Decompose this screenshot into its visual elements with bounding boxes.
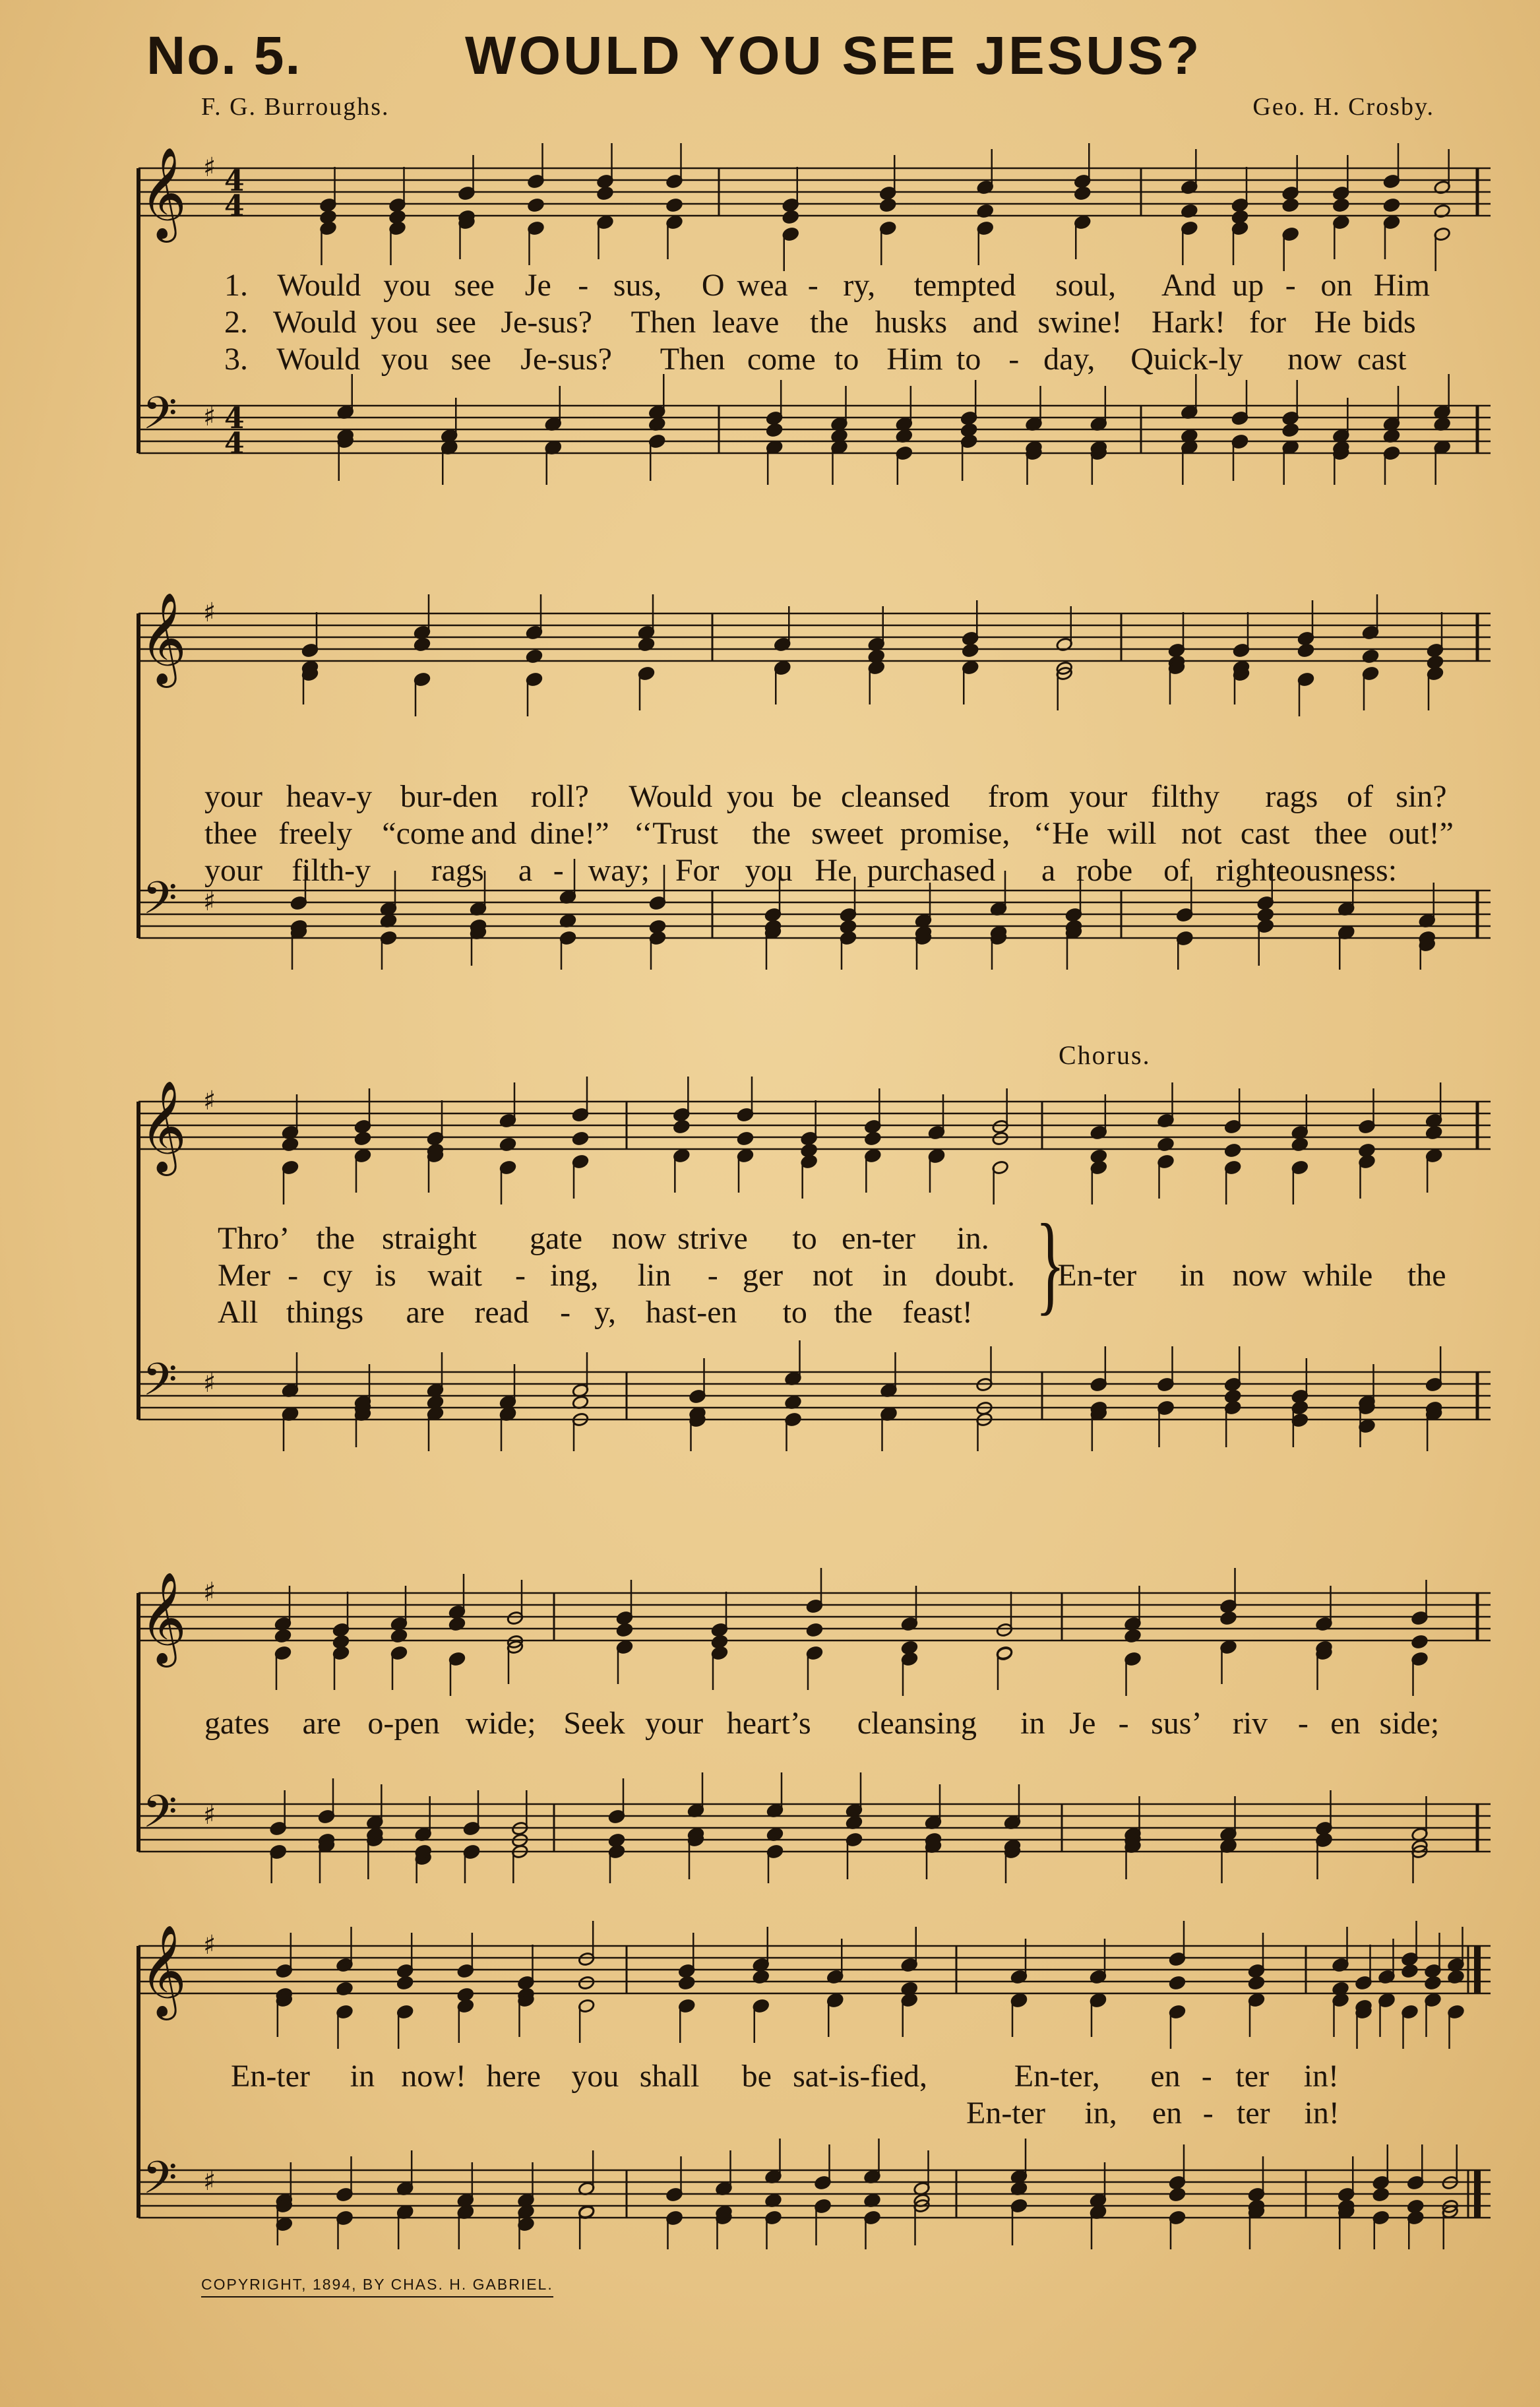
lyric-syllable: Je xyxy=(524,268,551,303)
lyric-syllable: shall xyxy=(639,2059,700,2094)
lyric-syllable: sin? xyxy=(1396,779,1447,814)
lyric-syllable: O xyxy=(701,268,725,303)
lyric-syllable: promise, xyxy=(900,816,1010,851)
lyric-syllable: the xyxy=(1407,1258,1446,1293)
lyric-syllable: Hark! xyxy=(1152,305,1225,340)
lyric-syllable: rags xyxy=(431,853,484,888)
lyric-syllable: ing, xyxy=(550,1258,599,1293)
lyric-syllable: purchased xyxy=(867,853,996,888)
lyric-syllable: bids xyxy=(1363,305,1416,340)
lyric-syllable: - xyxy=(553,853,564,888)
lyric-syllable: see xyxy=(450,342,491,377)
hymn-number: No. 5. xyxy=(146,26,302,86)
lyric-syllable: you xyxy=(726,779,774,814)
sharp-icon: ♯ xyxy=(203,1930,216,1960)
lyric-syllable: ry, xyxy=(843,268,876,303)
lyric-syllable: in, xyxy=(1084,2096,1117,2131)
lyric-syllable: your xyxy=(1069,779,1128,814)
lyric-syllable: rags xyxy=(1265,779,1318,814)
lyric-syllable: husks xyxy=(875,305,948,340)
lyric-syllable: Him xyxy=(1373,268,1431,303)
lyric-line xyxy=(125,1705,1497,1743)
composer-credit: Geo. H. Crosby. xyxy=(1252,93,1434,121)
lyric-syllable: All xyxy=(218,1295,259,1330)
treble-clef-icon: 𝄞 xyxy=(140,1080,187,1172)
lyric-syllable: hast-en xyxy=(645,1295,737,1330)
lyric-syllable: roll? xyxy=(530,779,589,814)
lyric-syllable: Mer xyxy=(218,1258,270,1293)
lyric-syllable: heart’s xyxy=(726,1706,811,1741)
bass-clef-icon: 𝄢 xyxy=(142,2152,177,2215)
svg-text:4: 4 xyxy=(224,189,245,223)
lyric-syllable: robe xyxy=(1076,853,1133,888)
lyric-syllable: - xyxy=(578,268,589,303)
lyric-syllable: soul, xyxy=(1055,268,1117,303)
verse-brace-icon: } xyxy=(1035,1201,1065,1325)
lyric-syllable: cast xyxy=(1357,342,1407,377)
lyric-syllable: Him xyxy=(886,342,943,377)
lyric-syllable: a xyxy=(1041,853,1056,888)
lyric-syllable: - xyxy=(1285,268,1296,303)
bass-staff xyxy=(139,1804,1491,1852)
lyric-syllable: Would xyxy=(276,342,361,377)
treble-staff xyxy=(139,613,1491,661)
lyric-syllable: cast xyxy=(1240,816,1290,851)
lyric-syllable: to xyxy=(782,1295,807,1330)
lyric-syllable: will xyxy=(1107,816,1157,851)
lyric-syllable: wait xyxy=(427,1258,482,1293)
sharp-icon: ♯ xyxy=(203,887,216,917)
lyric-syllable: wea xyxy=(737,268,788,303)
lyric-syllable: in xyxy=(1180,1258,1205,1293)
lyric-syllable: a xyxy=(518,853,533,888)
lyric-syllable: swine! xyxy=(1037,305,1123,340)
lyric-syllable: thee xyxy=(1314,816,1368,851)
lyric-syllable: en xyxy=(1150,2059,1181,2094)
sharp-icon: ♯ xyxy=(203,1800,216,1830)
lyric-syllable: Quick-ly xyxy=(1130,342,1243,377)
lyric-syllable: En-ter, xyxy=(1014,2059,1100,2094)
lyric-syllable: in xyxy=(1020,1706,1045,1741)
lyric-line xyxy=(125,267,1497,305)
lyric-syllable: the xyxy=(752,816,791,851)
lyric-syllable: leave xyxy=(712,305,780,340)
lyric-syllable: and xyxy=(470,816,517,851)
lyric-syllable: to xyxy=(834,342,859,377)
lyric-syllable: ter xyxy=(1237,2096,1270,2131)
lyric-syllable: - xyxy=(1118,1706,1129,1741)
treble-notes xyxy=(319,143,1450,271)
lyric-syllable: Would xyxy=(277,268,361,303)
lyric-syllable: “come xyxy=(382,816,465,851)
music-system-5 xyxy=(125,1906,1497,2276)
lyric-syllable: o-pen xyxy=(367,1706,440,1741)
lyric-syllable: en-ter xyxy=(842,1221,916,1256)
lyric-syllable: cy xyxy=(323,1258,353,1293)
lyric-syllable: - xyxy=(560,1295,571,1330)
music-system-1 xyxy=(125,122,1497,518)
lyric-syllable: bur-den xyxy=(400,779,499,814)
lyric-syllable: riv xyxy=(1232,1706,1268,1741)
lyric-syllable: to xyxy=(956,342,981,377)
lyric-syllable: is xyxy=(375,1258,396,1293)
bass-clef-icon: 𝄢 xyxy=(142,388,177,451)
bass-staff xyxy=(139,1372,1491,1420)
lyric-syllable: sus, xyxy=(613,268,662,303)
lyric-syllable: from xyxy=(987,779,1049,814)
bass-clef-icon: 𝄢 xyxy=(142,1354,177,1417)
lyric-syllable: of xyxy=(1347,779,1374,814)
lyric-syllable: here xyxy=(486,2059,541,2094)
lyric-syllable: you xyxy=(383,268,431,303)
lyric-syllable: dine!” xyxy=(530,816,609,851)
lyric-syllable: Would xyxy=(273,305,357,340)
sharp-icon: ♯ xyxy=(203,2166,216,2197)
lyric-syllable: in xyxy=(882,1258,908,1293)
lyric-syllable: 3. xyxy=(224,342,248,377)
lyric-syllable: en xyxy=(1152,2096,1183,2131)
lyric-line xyxy=(125,778,1497,817)
lyric-syllable: He xyxy=(815,853,852,888)
lyric-syllable: - xyxy=(1008,342,1020,377)
lyric-syllable: filthy xyxy=(1151,779,1220,814)
lyric-syllable: Would xyxy=(629,779,713,814)
bass-clef-icon: 𝄢 xyxy=(142,1786,177,1849)
copyright-notice: COPYRIGHT, 1894, BY CHAS. H. GABRIEL. xyxy=(201,2276,553,2298)
lyric-line xyxy=(125,2058,1497,2096)
lyric-syllable: Seek xyxy=(563,1706,625,1741)
lyric-syllable: En-ter xyxy=(966,2096,1045,2131)
svg-text:4: 4 xyxy=(224,164,245,198)
lyric-syllable: the xyxy=(316,1221,355,1256)
lyric-line xyxy=(125,1257,1497,1296)
lyric-syllable: y, xyxy=(594,1295,616,1330)
lyric-line xyxy=(125,341,1497,379)
lyric-syllable: in xyxy=(350,2059,375,2094)
treble-clef-icon: 𝄞 xyxy=(140,1572,187,1664)
music-system-2 xyxy=(125,580,1497,1003)
lyric-syllable: now! xyxy=(401,2059,466,2094)
sharp-icon: ♯ xyxy=(203,152,216,183)
bass-staff xyxy=(139,891,1491,938)
sharp-icon: ♯ xyxy=(203,1368,216,1398)
lyric-syllable: now xyxy=(1287,342,1342,377)
lyric-syllable: for xyxy=(1249,305,1286,340)
staff-graphics xyxy=(125,580,1497,970)
treble-time-signature xyxy=(224,164,245,223)
lyric-syllable: - xyxy=(707,1258,718,1293)
lyric-syllable: - xyxy=(1202,2096,1214,2131)
lyric-syllable: cleansed xyxy=(841,779,950,814)
lyric-syllable: ger xyxy=(742,1258,784,1293)
music-system-4 xyxy=(125,1553,1497,1923)
lyric-syllable: lin xyxy=(637,1258,671,1293)
lyric-syllable: Then xyxy=(631,305,696,340)
lyric-syllable: see xyxy=(435,305,476,340)
sharp-icon: ♯ xyxy=(203,1086,216,1116)
lyric-line xyxy=(125,304,1497,342)
lyric-syllable: En-ter xyxy=(231,2059,310,2094)
lyric-syllable: way; xyxy=(588,853,650,888)
lyric-line xyxy=(125,815,1497,854)
lyric-syllable: gate xyxy=(530,1221,582,1256)
lyric-line xyxy=(125,2095,1497,2133)
lyric-syllable: Then xyxy=(660,342,725,377)
lyric-syllable: and xyxy=(972,305,1018,340)
lyric-syllable: you xyxy=(381,342,429,377)
lyric-line xyxy=(125,1294,1497,1332)
lyric-syllable: of xyxy=(1163,853,1190,888)
lyric-syllable: your xyxy=(204,779,262,814)
lyric-syllable: the xyxy=(810,305,849,340)
lyric-syllable: are xyxy=(406,1295,445,1330)
treble-clef-icon: 𝄞 xyxy=(140,1925,187,2016)
lyric-syllable: you xyxy=(571,2059,619,2094)
lyric-syllable: things xyxy=(286,1295,364,1330)
lyric-syllable: ‘‘Trust xyxy=(633,816,718,851)
lyric-syllable: not xyxy=(812,1258,853,1293)
lyric-syllable: your xyxy=(645,1706,704,1741)
sharp-icon: ♯ xyxy=(203,402,216,432)
lyric-syllable: 2. xyxy=(224,305,248,340)
chorus-label: Chorus. xyxy=(1059,1040,1151,1070)
lyric-syllable: righteousness: xyxy=(1216,853,1398,888)
lyric-syllable: Thro’ xyxy=(218,1221,290,1256)
lyric-syllable: - xyxy=(514,1258,526,1293)
lyric-syllable: now xyxy=(1232,1258,1287,1293)
lyric-syllable: He xyxy=(1314,305,1351,340)
lyric-syllable: read xyxy=(474,1295,529,1330)
bass-time-signature xyxy=(224,402,245,460)
lyric-syllable: doubt. xyxy=(935,1258,1015,1293)
lyric-syllable: be xyxy=(791,779,822,814)
lyric-line xyxy=(125,852,1497,891)
lyric-syllable: Je-sus? xyxy=(501,305,592,340)
lyric-syllable: 1. xyxy=(224,268,248,303)
treble-clef-icon: 𝄞 xyxy=(140,147,187,239)
lyric-syllable: in. xyxy=(956,1221,989,1256)
lyric-syllable: now xyxy=(611,1221,667,1256)
lyric-syllable: up xyxy=(1232,268,1264,303)
sharp-icon: ♯ xyxy=(203,1577,216,1608)
treble-notes xyxy=(282,1077,1442,1204)
lyric-syllable: Je xyxy=(1069,1706,1096,1741)
lyric-syllable: sus’ xyxy=(1151,1706,1202,1741)
bass-clef-icon: 𝄢 xyxy=(142,873,177,935)
lyric-syllable: - xyxy=(288,1258,299,1293)
lyric-syllable: in! xyxy=(1303,2059,1340,2094)
lyric-syllable: ‘‘He xyxy=(1033,816,1090,851)
lyric-syllable: on xyxy=(1320,268,1353,303)
lyric-syllable: freely xyxy=(278,816,353,851)
lyric-syllable: you xyxy=(371,305,418,340)
lyric-syllable: thee xyxy=(204,816,257,851)
treble-clef-icon: 𝄞 xyxy=(140,592,187,684)
lyric-syllable: For xyxy=(675,853,720,888)
lyric-syllable: feast! xyxy=(902,1295,973,1330)
music-system-3 xyxy=(125,1069,1497,1478)
lyric-syllable: - xyxy=(807,268,818,303)
lyric-syllable: out!” xyxy=(1388,816,1454,851)
lyric-syllable: come xyxy=(747,342,816,377)
svg-text:4: 4 xyxy=(224,427,245,460)
sharp-icon: ♯ xyxy=(203,598,216,628)
treble-notes xyxy=(276,1921,1465,2049)
lyric-syllable: - xyxy=(1201,2059,1212,2094)
lyric-syllable: Je-sus? xyxy=(520,342,612,377)
lyric-syllable: - xyxy=(1297,1706,1309,1741)
lyric-syllable: straight xyxy=(381,1221,477,1256)
lyric-syllable: side; xyxy=(1379,1706,1440,1741)
lyric-syllable: your xyxy=(204,853,262,888)
lyric-syllable: en xyxy=(1330,1706,1361,1741)
lyric-syllable: to xyxy=(792,1221,817,1256)
lyric-syllable: heav-y xyxy=(286,779,373,814)
lyric-syllable: En-ter xyxy=(1057,1258,1137,1293)
lyric-syllable: be xyxy=(741,2059,772,2094)
lyric-syllable: in! xyxy=(1304,2096,1340,2131)
treble-notes xyxy=(274,1568,1429,1696)
lyric-syllable: filth-y xyxy=(292,853,371,888)
lyric-syllable: cleansing xyxy=(857,1706,977,1741)
lyric-syllable: wide; xyxy=(465,1706,536,1741)
svg-text:4: 4 xyxy=(224,402,245,435)
lyricist-credit: F. G. Burroughs. xyxy=(201,93,390,121)
lyric-syllable: gates xyxy=(204,1706,270,1741)
lyric-syllable: sat-is-fied, xyxy=(793,2059,928,2094)
lyric-syllable: while xyxy=(1302,1258,1373,1293)
lyric-syllable: not xyxy=(1181,816,1222,851)
lyric-syllable: you xyxy=(745,853,793,888)
lyric-syllable: see xyxy=(454,268,495,303)
hymn-title: WOULD YOU SEE JESUS? xyxy=(465,26,1202,86)
lyric-syllable: ter xyxy=(1235,2059,1270,2094)
lyric-syllable: strive xyxy=(677,1221,748,1256)
lyric-syllable: tempted xyxy=(913,268,1016,303)
lyric-syllable: the xyxy=(834,1295,873,1330)
lyric-syllable: day, xyxy=(1043,342,1095,377)
lyric-syllable: sweet xyxy=(811,816,884,851)
lyric-syllable: And xyxy=(1161,268,1216,303)
lyric-line xyxy=(125,1220,1497,1259)
lyric-syllable: are xyxy=(302,1706,342,1741)
